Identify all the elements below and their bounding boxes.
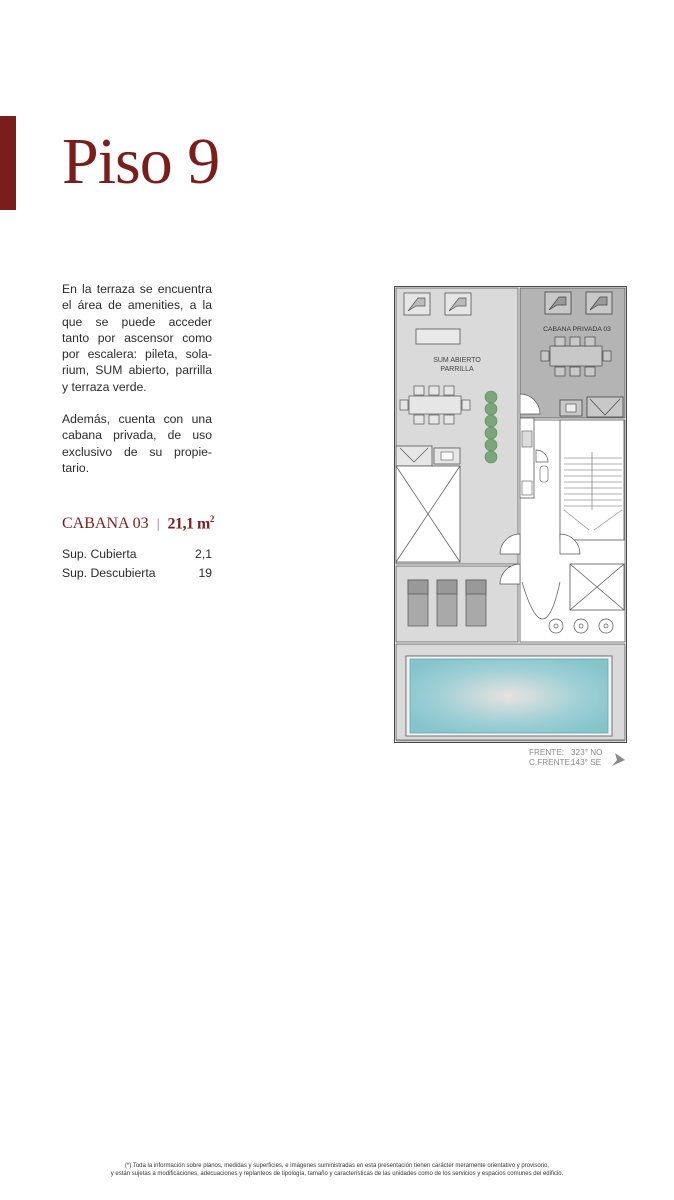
description-paragraph-1: En la terraza se encuentra el área de amenities, a la que se puede acceder tanto por ascensor como por escalera: pileta, sola-rium, SUM abierto, parrilla y terraza verde. xyxy=(62,282,212,394)
orientation-row xyxy=(529,748,603,758)
surface-label: Sup. Descubierta xyxy=(62,566,156,580)
unit-area-sup: 2 xyxy=(209,514,214,524)
sum-label-2: PARRILLA xyxy=(440,366,474,373)
unit-separator: | xyxy=(156,517,160,533)
surface-row-descubierta xyxy=(62,566,212,580)
accent-bar xyxy=(0,116,16,210)
unit-name: CABANA 03 xyxy=(62,515,149,533)
unit-area-value: 21,1 m xyxy=(167,515,210,533)
floor-plan xyxy=(394,286,628,744)
orientation-value: 143° SE xyxy=(571,758,602,767)
solarium-loungers xyxy=(408,580,486,626)
footer-line-2: y están sujetas a modificaciones, adecuaciones y replanteos de tipología, tamaño y características de las unidades como de los servicios y espacios comunes del edificio. xyxy=(110,1170,564,1177)
description xyxy=(62,281,212,492)
surface-label: Sup. Cubierta xyxy=(62,547,137,561)
orientation-row xyxy=(529,758,603,768)
surface-value: 2,1 xyxy=(195,547,212,561)
page-title: Piso 9 xyxy=(62,125,220,198)
orientation-label: C.FRENTE: xyxy=(529,758,573,767)
unit-heading xyxy=(62,514,222,533)
orientation xyxy=(529,748,603,768)
description-paragraph-2: Además, cuenta con una cabana privada, de uso exclusivo de su propie-tario. xyxy=(62,412,212,475)
footer-line-1: (*) Toda la información sobre planos, medidas y superficies, e imágenes suministradas en esta presentación tienen carácter meramente orientativo y provisorio, xyxy=(124,1163,550,1169)
unit-area xyxy=(168,514,214,533)
orientation-value: 323° NO xyxy=(571,748,603,757)
pool xyxy=(410,659,608,733)
surface-row-cubierta xyxy=(62,547,212,561)
sum-label-1: SUM ABIERTO xyxy=(433,357,481,364)
footer-disclaimer xyxy=(40,1163,634,1178)
surface-value: 19 xyxy=(198,566,212,580)
orientation-label: FRENTE: xyxy=(529,748,565,757)
cabana-label: CABANA PRIVADA 03 xyxy=(543,326,611,333)
compass-arrow-icon xyxy=(611,752,627,768)
